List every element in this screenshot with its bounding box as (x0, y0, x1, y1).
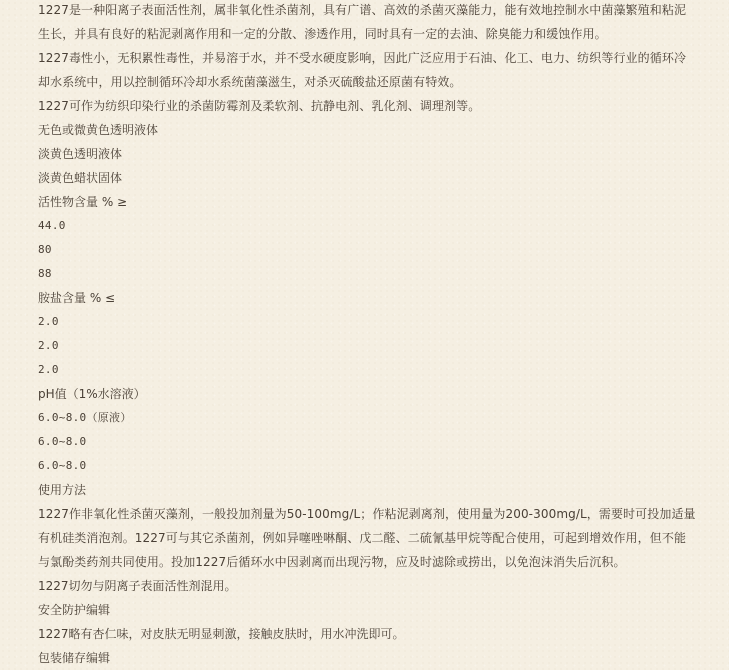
amine-salt-value-2: 2.0 (38, 339, 59, 352)
amine-salt-label: 胺盐含量 % ≤ (38, 291, 116, 305)
active-content-value-1: 44.0 (38, 219, 66, 232)
usage-warning: 1227切勿与阴离子表面活性剂混用。 (38, 579, 237, 593)
usage-heading: 使用方法 (38, 483, 87, 497)
article-content (38, 0, 698, 670)
amine-salt-value-3: 2.0 (38, 363, 59, 376)
ph-value-2: 6.0~8.0 (38, 435, 87, 448)
usage-fields-paragraph: 1227毒性小，无积累性毒性，并易溶于水，并不受水硬度影响，因此广泛应用于石油、化工、电力、纺织等行业的循环冷却水系统中，用以控制循环冷却水系统菌藻滋生，对杀灭硫酸盐还原菌有特效。 (38, 51, 687, 89)
ph-value-3: 6.0~8.0 (38, 459, 87, 472)
safety-paragraph: 1227略有杏仁味，对皮肤无明显刺激，接触皮肤时，用水冲洗即可。 (38, 627, 405, 641)
appearance-1: 无色或微黄色透明液体 (38, 123, 159, 137)
safety-heading: 安全防护编辑 (38, 603, 111, 617)
active-content-value-3: 88 (38, 267, 52, 280)
textile-paragraph: 1227可作为纺织印染行业的杀菌防霉剂及柔软剂、抗静电剂、乳化剂、调理剂等。 (38, 99, 481, 113)
storage-heading: 包装储存编辑 (38, 651, 111, 665)
intro-paragraph: 1227是一种阳离子表面活性剂，属非氧化性杀菌剂，具有广谱、高效的杀菌灭藻能力，能有效地控制水中菌藻繁殖和粘泥生长，并具有良好的粘泥剥离作用和一定的分散、渗透作用，同时具有一定的去油、除臭能力和缓蚀作用。 (38, 3, 687, 41)
active-content-label: 活性物含量 % ≥ (38, 195, 128, 209)
ph-value-1: 6.0~8.0（原液） (38, 411, 132, 424)
ph-label: pH值（1%水溶液） (38, 387, 146, 401)
appearance-2: 淡黄色透明液体 (38, 147, 123, 161)
appearance-3: 淡黄色蜡状固体 (38, 171, 123, 185)
active-content-value-2: 80 (38, 243, 52, 256)
usage-paragraph: 1227作非氧化性杀菌灭藻剂，一般投加剂量为50-100mg/L；作粘泥剥离剂，使用量为200-300mg/L，需要时可投加适量有机硅类消泡剂。1227可与其它杀菌剂，例如异噻唑啉酮、戊二醛、二硫氰基甲烷等配合使用，可起到增效作用，但不能与氯酚类药剂共同使用。投加1227后循环水中因剥离而出现污物，应及时滤除或捞出，以免泡沫消失后沉积。 (38, 507, 696, 569)
amine-salt-value-1: 2.0 (38, 315, 59, 328)
